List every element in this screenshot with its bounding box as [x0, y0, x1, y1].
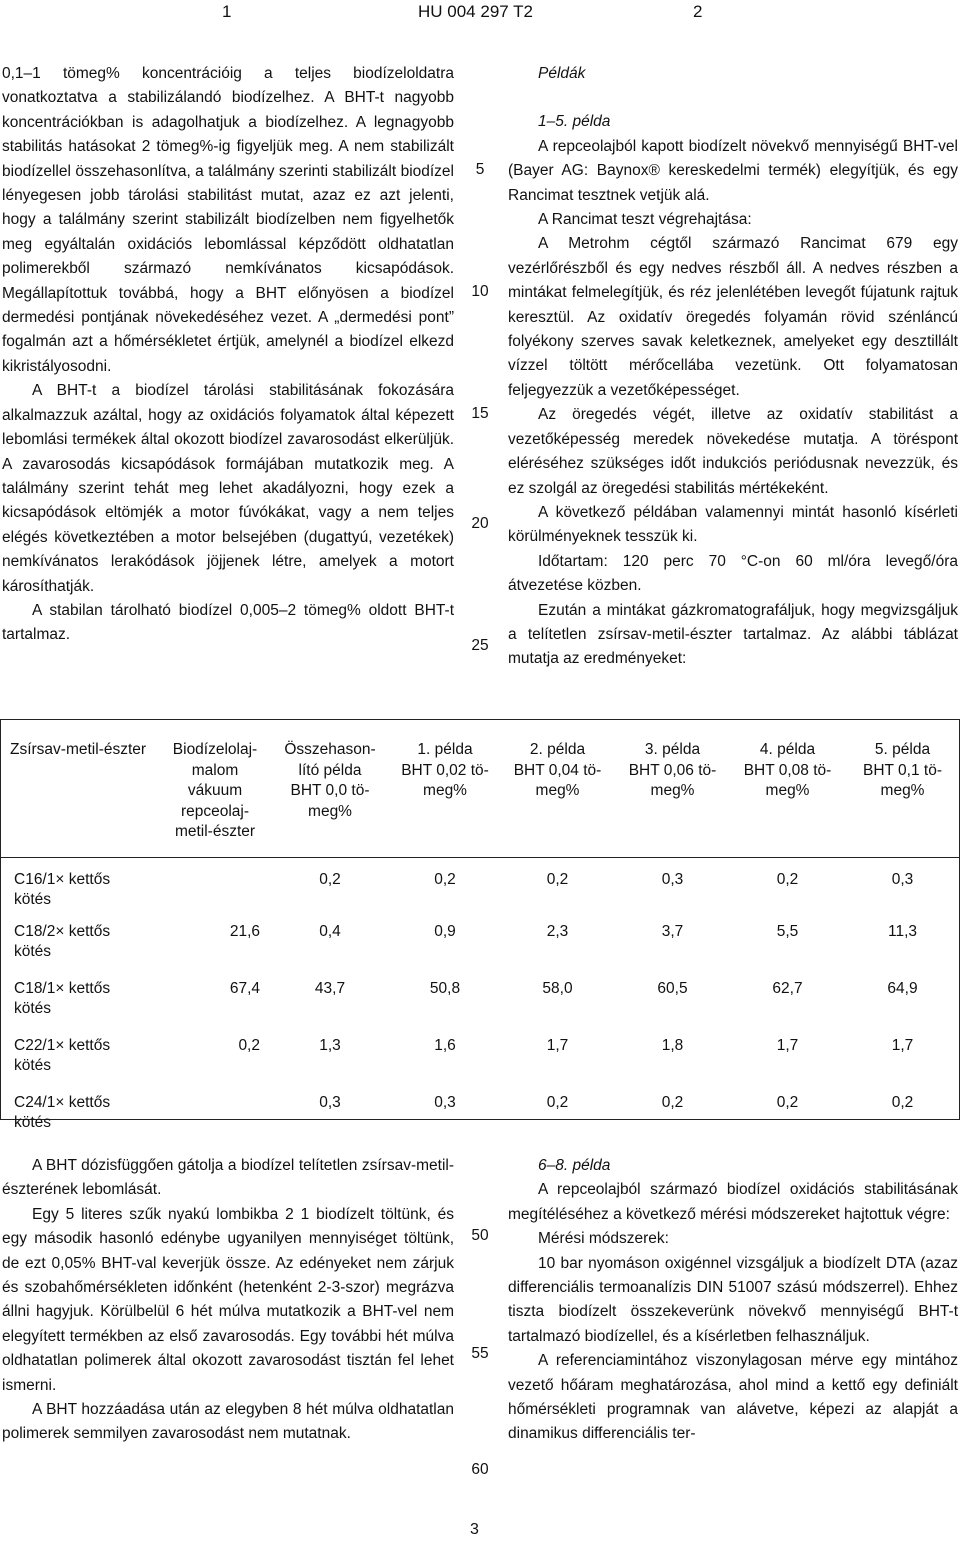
line-number: 20 [471, 515, 489, 532]
table-cell: 0,3 [661, 870, 684, 888]
table-row [0, 1030, 960, 1087]
table-cell [160, 857, 270, 916]
line-number: 5 [475, 161, 485, 178]
table-row-label: C16/1× kettős kötés [14, 870, 111, 908]
left-column-top [2, 62, 454, 648]
paragraph: 10 bar nyomáson oxigénnel vizsgáljuk a biodízelt DTA (azaz differenciális termoanalízis DIN 51007 szású módszerrel). Ehhez tiszta biodízelt összekeverünk növekvő mennyiségű BHT-t tartalmazó biodízellel, és a kísérletben felhasználjuk. [508, 1254, 958, 1345]
table-row-label: C24/1× kettős kötés [14, 1093, 111, 1131]
header-left-page: 1 [222, 2, 232, 21]
table-header-cell: Biodízelolaj- malom vákuum repceolaj- metil-észter [160, 730, 270, 857]
table-cell: 1,7 [891, 1036, 914, 1054]
paragraph: Mérési módszerek: [538, 1230, 669, 1248]
paragraph: A referenciamintához viszonylagosan mérve egy mintához vezető hőáram meghatározása, ahol mind a kettő egy definiált hőmérsékleti programnak van alávetve, képezi az alapját a dinamikus differenciális ter- [508, 1352, 958, 1443]
paragraph: Az öregedés végét, illetve az oxidatív stabilitást a vezetőképesség meredek növekedése mutatja. A töréspont eléréséhez szükséges időt indukciós periódusnak nevezzük, és ez szolgál az öregedési stabilitás mértékeként. [508, 406, 958, 497]
right-column-top [508, 62, 958, 672]
paragraph: Időtartam: 120 perc 70 °C-on 60 ml/óra levegő/óra átvezetése közben. [508, 552, 958, 595]
paragraph: A BHT dózisfüggően gátolja a biodízel telítetlen zsírsav-metil-észterének lebomlását. [2, 1157, 454, 1199]
table-cell: 43,7 [314, 979, 346, 997]
table-cell: 1,8 [661, 1036, 684, 1054]
table-header-cell: 1. példa BHT 0,02 tö- meg% [390, 730, 500, 857]
paragraph: A repceolajból kapott biodízelt növekvő mennyiségű BHT-vel (Bayer AG: Baynox® kereskedelmi termék) elegyítjük, és egy Rancimat tesztnek vetjük alá. [508, 137, 958, 204]
table-cell: 1,7 [546, 1036, 569, 1054]
paragraph: Egy 5 literes szűk nyakú lombikba 2 1 biodízelt töltünk, és egy második hasonló edénybe ugyanilyen mennyiséget töltünk, de ezt 0,05% BHT-val keverjük össze. Az edényeket nem zárjuk és szobahőmérsékleten időnként (hetenként 2-3-szor) megrázva állni hagyjuk. Körülbelül 6 hét múlva mutatkozik a BHT-vel nem elegyített termékben az első zavarosodás. Egy további hét múlva oldhatatlan polimerek által okozott zavarosodást tisztán fel lehet ismerni. [2, 1205, 454, 1394]
table-cell: 1,6 [434, 1036, 456, 1054]
paragraph: A Metrohm cégtől származó Rancimat 679 egy vezérlőrészből és egy nedves részből áll. A nedves részben a mintákat felmelegítjük, és réz jelenlétében levegőt fújatunk rajtuk keresztül. Az oxidatív öregedés folyamán rövid szénláncú folyékony szerves savak keletkeznek, amelyeket egy desztillált vízzel töltött mérőcellába vezetünk. Ott folyamatosan feljegyezzük a vezetőképességet. [508, 235, 958, 399]
paragraph: A BHT-t a biodízel tárolási stabilitásának fokozására alkalmazzuk azáltal, hogy az oxidációs folyamatok által képezett lebomlási termékek által okozott biodízel zavarosodást elkerüljük. A zavarosodás kicsapódások formájában mutatkozik meg. A találmány szerint tehát meg lehet akadályozni, hogy ezek a kicsapódások eltömjék a motor fúvókákat, vagy a nem teljes elégés következtében a motor belsejében (dugattyú, vezetékek) nemkívánatos lerakódások jöjjenek létre, amelyek a motort károsíthatják. [2, 382, 454, 595]
table-cell: 0,2 [434, 870, 456, 888]
line-number: 25 [471, 637, 489, 654]
line-number: 55 [471, 1345, 489, 1362]
table-row [0, 857, 960, 916]
table-row-label: C22/1× kettős kötés [14, 1036, 111, 1074]
line-number: 15 [471, 405, 489, 422]
table-header-cell: 4. példa BHT 0,08 tö- meg% [730, 730, 845, 857]
table-row [0, 916, 960, 973]
header-right-page: 2 [693, 2, 703, 21]
table-cell [160, 1087, 270, 1144]
table-row [0, 1087, 960, 1144]
table-cell: 67,4 [229, 979, 260, 997]
table-cell: 0,4 [319, 922, 341, 940]
table-header-cell: 2. példa BHT 0,04 tö- meg% [500, 730, 615, 857]
table-cell: 3,7 [661, 922, 684, 940]
table-row [0, 973, 960, 1030]
table-cell: 21,6 [229, 922, 260, 940]
paragraph: A repceolajból származó biodízel oxidációs stabilitásának megítéléséhez a következő mérési módszereket hajtottuk végre: [508, 1181, 958, 1223]
table-header-cell: Zsírsav-metil-észter [0, 730, 160, 857]
table-cell: 0,2 [776, 1093, 799, 1111]
table-cell: 0,2 [891, 1093, 914, 1111]
table-cell: 2,3 [546, 922, 569, 940]
section-heading: Példák [538, 65, 586, 82]
example-title: 6–8. példa [538, 1157, 611, 1174]
table-header-cell: Összehason- lító példa BHT 0,0 tö- meg% [270, 730, 390, 857]
results-table [0, 730, 960, 1144]
table-cell: 62,7 [772, 979, 803, 997]
table-cell: 60,5 [657, 979, 688, 997]
paragraph: A stabilan tárolható biodízel 0,005–2 tömeg% oldott BHT-t tartalmaz. [2, 601, 454, 644]
table-cell: 0,2 [546, 870, 569, 888]
table-cell: 0,2 [319, 870, 341, 888]
table-cell: 0,2 [238, 1036, 260, 1054]
table-row-label: C18/1× kettős kötés [14, 979, 111, 1017]
table-cell: 0,9 [434, 922, 456, 940]
table-cell: 0,2 [546, 1093, 569, 1111]
paragraph: A következő példában valamennyi mintát hasonló kísérleti körülményeknek tesszük ki. [508, 503, 958, 546]
table-cell: 11,3 [887, 922, 918, 940]
table-cell: 0,2 [661, 1093, 684, 1111]
left-column-bottom [2, 1154, 454, 1447]
line-number: 10 [471, 283, 489, 300]
table-header-cell: 3. példa BHT 0,06 tö- meg% [615, 730, 730, 857]
table-cell: 58,0 [542, 979, 573, 997]
table-cell: 0,3 [891, 870, 914, 888]
paragraph: A Rancimat teszt végrehajtása: [538, 211, 752, 229]
right-column-bottom [508, 1154, 958, 1447]
line-number: 60 [471, 1461, 489, 1478]
table-cell: 1,7 [776, 1036, 799, 1054]
paragraph: Ezután a mintákat gázkromatografáljuk, hogy megvizsgáljuk a telítetlen zsírsav-metil-észter tartalmaz. Az alábbi táblázat mutatja az eredményeket: [508, 601, 958, 668]
table-cell: 64,9 [887, 979, 918, 997]
paragraph: 0,1–1 tömeg% koncentrációig a teljes biodízeloldatra vonatkoztatva a stabilizálandó biodízelhez. A BHT-t nagyobb koncentrációkban is adagolhatjuk a biodízelhez. A legnagyobb stabilitás hatásokat 2 tömeg%-ig figyeljük meg. A nem stabilizált biodízellel összehasonlítva, a találmány szerinti stabilizált biodízel lényegesen jobb tárolási stabilitást mutat, azaz ez azt jelenti, hogy a találmány szerint stabilizált biodízelben nem figyelhetők meg egyáltalán oxidációs lebomlással képződött oldhatatlan polimerekből származó nemkívánatos kicsapódások. Megállapítottuk továbbá, hogy a BHT előnyösen a biodízel dermedési pontjának növekedéséhez vezet. A „dermedési pont” fogalmán azt a hőmérsékletet értjük, amelynél a biodízel elkezd kikristályosodni. [2, 65, 454, 375]
example-title: 1–5. példa [538, 113, 611, 131]
table-cell: 0,3 [319, 1093, 341, 1111]
table-row-label: C18/2× kettős kötés [14, 922, 111, 960]
page-number: 3 [470, 1521, 479, 1538]
table-header-row [0, 730, 960, 857]
table-header-cell: 5. példa BHT 0,1 tö- meg% [845, 730, 960, 857]
table-cell: 0,2 [776, 870, 799, 888]
line-number: 50 [471, 1227, 489, 1244]
table-cell: 1,3 [319, 1036, 341, 1054]
table-cell: 5,5 [776, 922, 799, 940]
header-doc-id: HU 004 297 T2 [418, 2, 533, 21]
table-cell: 0,3 [434, 1093, 456, 1111]
table-cell: 50,8 [429, 979, 461, 997]
paragraph: A BHT hozzáadása után az elegyben 8 hét múlva oldhatatlan polimerek semmilyen zavarosodást nem mutatnak. [2, 1401, 454, 1443]
